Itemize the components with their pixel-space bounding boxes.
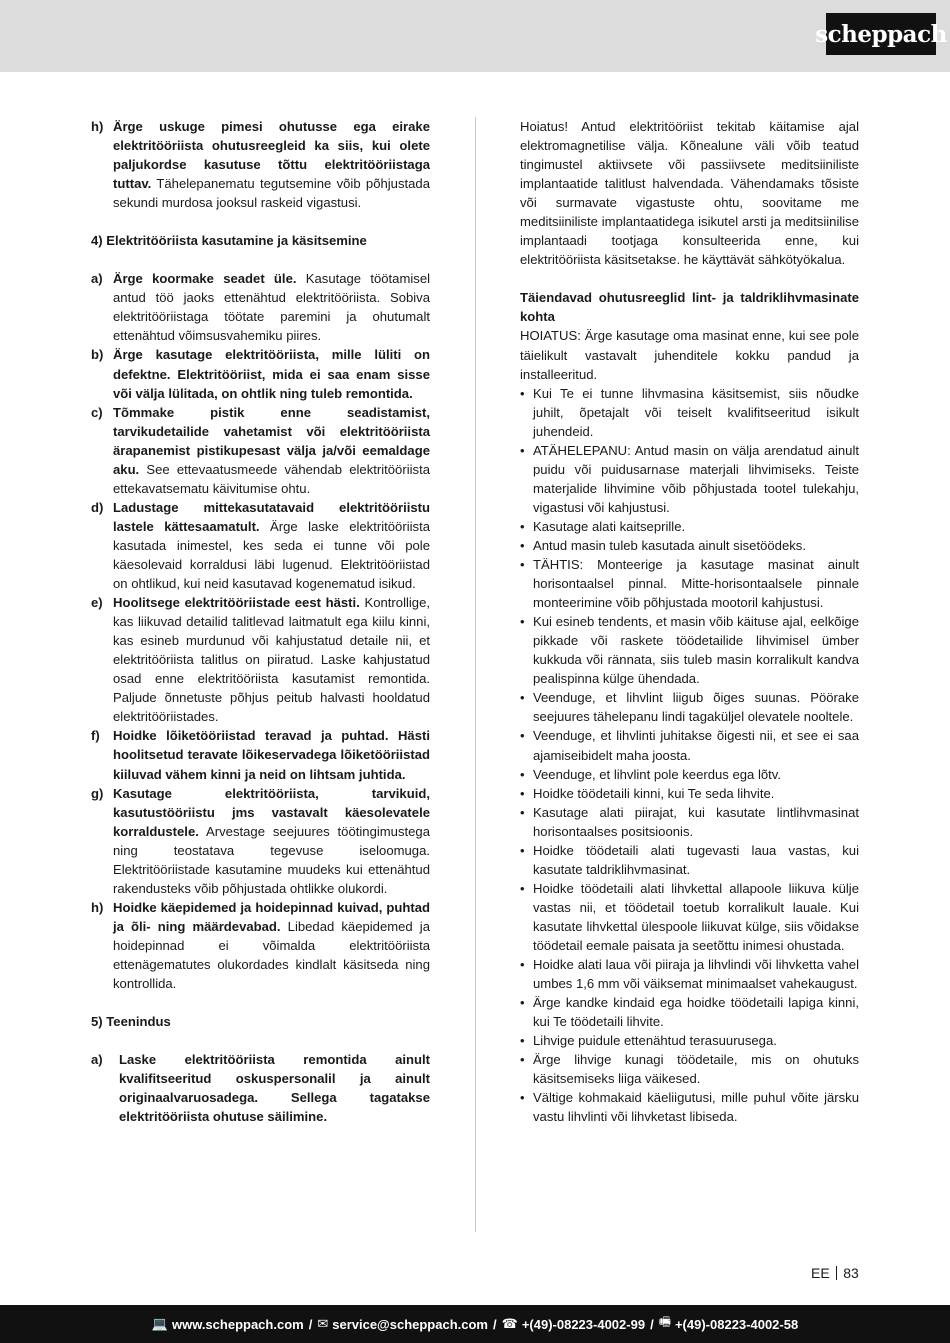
list-item xyxy=(91,498,430,593)
bullet-item xyxy=(520,726,859,764)
emf-warning-paragraph: Hoiatus! Antud elektritööriist tekitab käitamise ajal elektromagnetilise välja. Kõnealune väli võib teatud tingimustel aktiivsete või passiivsete meditsiiniliste implantaatide talitlust halvendada. Vähendamaks tõsiste või surmavate vigastuste ohtu, soovitame me meditsiiniliste implantaatidega isikutel arsti ja meditsiinilise implantaadi tootjaga konsulteerida enne, kui elektritööriista käsitsetakse. he käyttävät sähkötyökalua. xyxy=(520,119,859,268)
item-bold-text: Ladustage mittekasutatavaid elektritööriistu lastele kättesaamatult. xyxy=(113,499,430,534)
right-column xyxy=(520,117,859,1126)
item-bold-text: Hoolitsege elektritööriistade eest hästi. xyxy=(113,595,360,611)
item-label: e) xyxy=(91,595,103,611)
bullet-text: Veenduge, et lihvlint liigub õiges suunas. Pöörake seejuures tähelepanu lindi tagaküljel olevatele nooltele. xyxy=(533,690,859,725)
bullet-dot: • xyxy=(520,880,525,896)
footer-separator: / xyxy=(493,1316,497,1332)
item-label: f) xyxy=(91,728,100,744)
bullet-dot: • xyxy=(520,557,525,573)
item-bold-text: Hoidke käepidemed ja hoidepinnad kuivad, puhtad ja õli- ning määrdevabad. xyxy=(113,899,430,934)
item-bold-text: Tõmmake pistik enne seadistamist, tarvikudetailide vahetamist või elektritööriista ärapanemist pistikupesast välja ja/või eemaldage aku. xyxy=(113,404,430,477)
item-text: Kasutage töötamisel antud töö jaoks ettenähtud elektritööriista. Sobiva elektritööriistaga töötate paremini ja ohutumalt ettenähtud võimsusvahemiku piires. xyxy=(113,271,431,344)
list-item xyxy=(91,898,430,993)
bullet-text: Veenduge, et lihvlint pole keerdus ega lõtv. xyxy=(533,766,781,782)
left-column xyxy=(91,117,430,1126)
bullet-item xyxy=(520,688,859,726)
bullet-item xyxy=(520,517,859,536)
item-label: c) xyxy=(91,404,103,420)
bullet-item xyxy=(520,1050,859,1088)
item-bold-text: Ärge koormake seadet üle. xyxy=(113,271,297,287)
item-label: d) xyxy=(91,499,104,515)
bullet-text: Ärge kandke kindaid ega hoidke töödetaili lapiga kinni, kui Te töödetaili lihvite. xyxy=(533,995,859,1030)
bullet-text: Kasutage alati kaitseprille. xyxy=(533,518,686,534)
list-item-service xyxy=(91,1050,430,1126)
bullet-item xyxy=(520,555,859,612)
footer-bar xyxy=(0,1305,950,1343)
section-heading-5: 5) Teenindus xyxy=(91,1014,171,1030)
item-text: Libedad käepidemed ja hoidepinnad ei võimalda elektritööriista ettenägematutes olukordades kindlalt käsitseda ning kontrollida. xyxy=(113,918,430,992)
header-bar xyxy=(0,0,950,72)
bullet-dot: • xyxy=(520,785,525,801)
item-bold-text: Hoidke lõiketööriistad teravad ja puhtad. Hästi hoolitsetud teravate lõikeservadega lõiketööriistad kiiluvad vähem kinni ja neid on lihtsam juhtida. xyxy=(113,728,430,782)
list-item xyxy=(91,345,430,402)
bullet-item xyxy=(520,803,859,841)
bullet-text: Veenduge, et lihvlinti juhitakse õigesti nii, et see ei saa ajamiseibidelt maha joosta. xyxy=(533,728,859,763)
item-label: b) xyxy=(91,347,104,363)
item-bold-text: Ärge kasutage elektritööriista, mille lüliti on defektne. Elektritööriist, mida ei saa enam sisse või välja lülitada, on ohtlik ning tuleb remontida. xyxy=(113,347,430,401)
column-divider xyxy=(475,117,476,1232)
bullet-dot: • xyxy=(520,1090,525,1106)
bullet-text: Hoidke alati laua või piiraja ja lihvlindi või lihvketta vahel umbes 1,6 mm või väiksemat minimaalset vahekaugust. xyxy=(533,957,859,992)
website-link[interactable]: www.scheppach.com xyxy=(171,1316,304,1332)
list-item-h-top xyxy=(91,117,430,212)
item-text: Kontrollige, kas liikuvad detailid talitlevad laitmatult ega kiilu kinni, kas esineb murdunud või kahjustatud detaile nii, et elektritööriista talitlus on piiratud. Laske kahjustatud osad enne elektritööriista kasutamist remontida. Paljude õnnetuste põhjus peitub halvasti hooldatud elektritööriistades. xyxy=(113,595,430,725)
bullet-item xyxy=(520,784,859,803)
bullet-dot: • xyxy=(520,518,525,534)
safety-bullet-list xyxy=(520,384,859,1127)
bullet-dot: • xyxy=(520,1033,525,1049)
bullet-text: TÄHTIS: Monteerige ja kasutage masinat ainult horisontaalsel pinnal. Mitte-horisontaalsele pinnale monteerimine võib põhjustada mootoril kahjustusi. xyxy=(533,557,859,611)
bullet-dot: • xyxy=(520,537,525,553)
bullet-text: ATÄHELEPANU: Antud masin on välja arendatud ainult puidu või puidusarnase materjali lihvimiseks. Teiste materjalide lihvimine võib põhjustada tootel tulekahju, vigastusi või kahjustusi. xyxy=(533,442,859,515)
bullet-dot: • xyxy=(520,690,525,706)
bullet-text: Ärge lihvige kunagi töödetaile, mis on ohutuks käsitsemiseks liiga väikesed. xyxy=(533,1052,859,1087)
phone-number: +(49)-08223-4002-99 xyxy=(521,1316,646,1332)
bullet-dot: • xyxy=(520,385,525,401)
item-bold-text: Ärge uskuge pimesi ohutusse ega eirake elektritööriista ohutusreegleid ka siis, kui olete paljukordse kasutuse tõttu elektritööriistaga tuttav. xyxy=(113,119,430,192)
item-bold-text: Kasutage elektritööriista, tarvikuid, kasutustööriistu jms vastavalt käesolevatele korraldustele. xyxy=(113,785,430,839)
bullet-item xyxy=(520,441,859,517)
item-bold-text: Laske elektritööriista remontida ainult kvalifitseeritud oskuspersonalil ja ainult originaalvaruosadega. Sellega tagatakse elektritööriista ohutuse säilimine. xyxy=(119,1052,430,1125)
sander-safety-heading: Täiendavad ohutusreeglid lint- ja taldriklihvmasinate kohta xyxy=(520,290,859,325)
bullet-item xyxy=(520,841,859,879)
item-label: g) xyxy=(91,785,104,801)
list-item xyxy=(91,403,430,498)
mail-icon: ✉ xyxy=(317,1316,329,1331)
bullet-dot: • xyxy=(520,804,525,820)
bullet-dot: • xyxy=(520,442,525,458)
list-item xyxy=(91,726,430,783)
item-text: Arvestage seejuures töötingimustega ning teostatava tegevuse iseloomuga. Elektritööriistade kasutamine muudeks kui ettenähtud rakendusteks võib põhjustada ohtlikke olukordi. xyxy=(113,823,430,896)
section-heading-4: 4) Elektritööriista kasutamine ja käsitsemine xyxy=(91,233,367,249)
fax-icon: 🖷 xyxy=(658,1314,671,1329)
bullet-dot: • xyxy=(520,1052,525,1068)
bullet-item xyxy=(520,993,859,1031)
bullet-item xyxy=(520,1031,859,1050)
computer-icon: 💻 xyxy=(151,1316,168,1331)
list-item xyxy=(91,593,430,726)
bullet-dot: • xyxy=(520,614,525,630)
item-text: Tähelepanematu tegutsemine võib põhjustada sekundi murdosa jooksul raskeid vigastusi. xyxy=(113,176,430,211)
bullet-text: Hoidke töödetaili kinni, kui Te seda lihvite. xyxy=(533,785,775,801)
email-link[interactable]: service@scheppach.com xyxy=(332,1316,488,1332)
footer-separator: / xyxy=(308,1316,313,1332)
bullet-text: Kasutage alati piirajat, kui kasutate lintlihvmasinat horisontaalses positsioonis. xyxy=(533,804,859,839)
language-code: EE xyxy=(811,1265,830,1281)
logo-text: scheppach xyxy=(815,20,947,48)
bullet-text: Lihvige puidule ettenähtud terasuurusega. xyxy=(533,1033,777,1049)
item-text: See ettevaatusmeede vähendab elektritööriista ettekavatsematu käivitumise ohtu. xyxy=(113,461,430,496)
bullet-item xyxy=(520,384,859,441)
list-item xyxy=(91,784,430,898)
page-number xyxy=(811,1265,859,1281)
bullet-dot: • xyxy=(520,957,525,973)
list-item xyxy=(91,269,430,345)
item-label: h) xyxy=(91,899,104,915)
warning-intro: HOIATUS: Ärge kasutage oma masinat enne, kui see pole täielikult vastavalt juhenditele kokku pandud ja installeeritud. xyxy=(520,328,859,382)
bullet-dot: • xyxy=(520,842,525,858)
bullet-text: Hoidke töödetaili alati tugevasti laua vastas, kui kasutate taldriklihvmasinat. xyxy=(533,842,859,877)
bullet-text: Vältige kohmakaid käeliigutusi, mille puhul võite järsku vastu lihvlinti või lihvketast libiseda. xyxy=(533,1090,859,1125)
bullet-text: Antud masin tuleb kasutada ainult sisetöödeks. xyxy=(533,537,806,553)
bullet-item xyxy=(520,612,859,688)
footer-separator: / xyxy=(650,1316,654,1332)
bullet-item xyxy=(520,536,859,555)
bullet-dot: • xyxy=(520,995,525,1011)
bullet-item xyxy=(520,955,859,993)
phone-icon: ☎ xyxy=(501,1316,518,1331)
bullet-dot: • xyxy=(520,728,525,744)
bullet-item xyxy=(520,765,859,784)
bullet-text: Hoidke töödetaili alati lihvkettal allapoole liikuva külje vastas nii, et töödetail toetub korralikult lauale. Kui kasutate lihvkettal ülespoole liikuvat külge, siis võidakse töödetail eemale paisata ja seetõttu inimesi ohustada. xyxy=(533,880,859,953)
bullet-item xyxy=(520,1088,859,1126)
page-number-value: 83 xyxy=(843,1265,859,1281)
fax-number: +(49)-08223-4002-58 xyxy=(674,1316,799,1332)
page-number-separator xyxy=(836,1266,838,1280)
item-label: a) xyxy=(91,1052,103,1068)
bullet-text: Kui esineb tendents, et masin võib käituse ajal, eelkõige pikkade või raskete töödetailide lihvimisel ümber kukkuda või rännata, siis tuleb masin korralikult kandva pealispinna külge ühendada. xyxy=(533,614,859,687)
item-label: a) xyxy=(91,271,103,287)
item-label: h) xyxy=(91,119,104,134)
bullet-text: Kui Te ei tunne lihvmasina käsitsemist, siis nõudke juhilt, õpetajalt või teiselt kvalifitseeritud isikult juhendeid. xyxy=(533,385,859,439)
item-text: Ärge laske elektritööriista kasutada inimestel, kes seda ei tunne või pole käesolevaid korraldusi läbi lugenud. Elektritööriistad on ohtlikud, kui neid kasutavad kogenematud isikud. xyxy=(113,518,430,592)
scheppach-logo xyxy=(815,13,947,55)
bullet-dot: • xyxy=(520,766,525,782)
bullet-item xyxy=(520,879,859,955)
